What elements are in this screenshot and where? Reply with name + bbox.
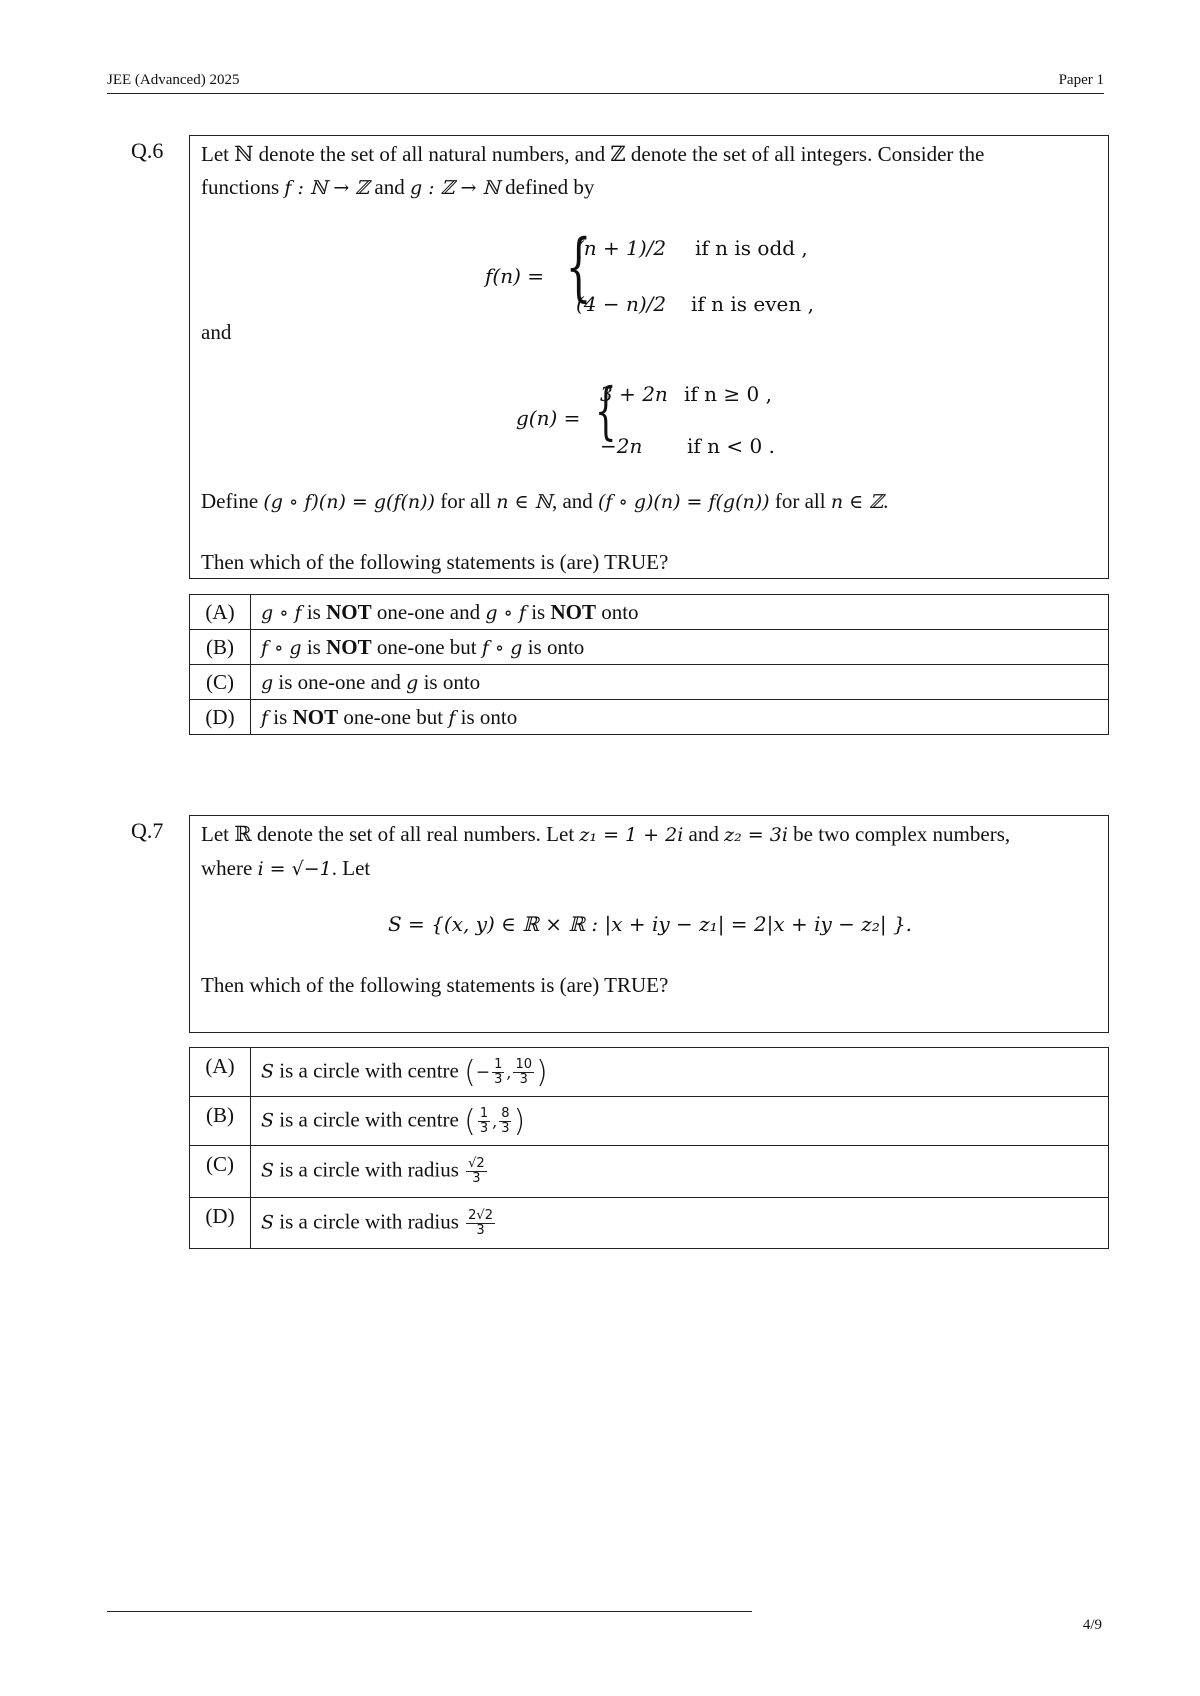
f-case2-expr: (4 − n)/2: [576, 292, 667, 316]
set-s-equation: S = {(x, y) ∈ ℝ × ℝ : |x + iy − z₁| = 2|x + iy − z₂| }.: [388, 912, 913, 936]
option-label: (D): [190, 700, 251, 735]
q7-option-c[interactable]: [190, 1146, 1109, 1198]
fraction: $\frac{10}{3}$: [515, 1056, 532, 1087]
composition-definition: Define (g ∘ f)(n) = g(f(n)) for all n ∈ ℕ, and (f ∘ g)(n) = f(g(n)) for all n ∈ ℤ.: [201, 489, 889, 513]
fraction: $\frac{8}{3}$: [501, 1105, 510, 1136]
f-case1-cond: if n is odd ,: [695, 236, 808, 260]
fraction: $\frac{1}{3}$: [479, 1105, 489, 1136]
q6-option-c[interactable]: [190, 665, 1109, 700]
question-number-6: Q.6: [131, 138, 164, 163]
q7-option-d[interactable]: [190, 1198, 1109, 1249]
f-case2-cond: if n is even ,: [691, 292, 814, 316]
q7-line2: where i = √−1. Let: [201, 856, 371, 880]
g-signature: g : ℤ → ℕ: [409, 177, 500, 199]
fraction: $\frac{√2}{3}$: [468, 1156, 485, 1186]
option-text: f is NOT one-one but f is onto: [251, 700, 1109, 735]
page-number: 4/9: [1082, 1617, 1102, 1633]
z1-def: z₁ = 1 + 2i: [579, 824, 684, 846]
q6-line1: Let ℕ denote the set of all natural numbers, and ℤ denote the set of all integers. Consider the: [201, 142, 985, 166]
question-6-box: [189, 135, 1109, 579]
option-label: (C): [190, 1146, 251, 1198]
option-label: (B): [190, 1097, 251, 1146]
f-case1-expr: (n + 1)/2: [576, 236, 667, 260]
q6-line2: functions f : ℕ → ℤ and g : ℤ → ℕ defined by: [201, 175, 595, 199]
left-brace: {: [594, 374, 617, 447]
option-text: S is a circle with centre ( $\frac{1}{3}$ , $\frac{8}{3}$ ): [251, 1097, 1109, 1146]
option-text: g is one-one and g is onto: [251, 665, 1109, 700]
option-text: S is a circle with radius $\frac{√2}{3}$: [251, 1146, 1109, 1198]
i-def: i = √−1: [257, 858, 332, 880]
g-lhs: g(n) =: [516, 406, 581, 430]
f-signature: f : ℕ → ℤ: [284, 177, 370, 199]
option-label: (A): [190, 1048, 251, 1097]
option-text: g ∘ f is NOT one-one and g ∘ f is NOT onto: [251, 595, 1109, 630]
footer-rule: [107, 1611, 752, 1612]
fraction: $\frac{2√2}{3}$: [468, 1207, 493, 1238]
question-7-box: [189, 815, 1109, 1033]
question-number-7: Q.7: [131, 818, 164, 843]
q7-options: [189, 1047, 1109, 1249]
g-case2-expr: −2n: [600, 434, 643, 458]
option-label: (A): [190, 595, 251, 630]
g-case2-cond: if n < 0 .: [687, 434, 775, 458]
q6-option-a[interactable]: [190, 595, 1109, 630]
q7-prompt: Then which of the following statements is (are) TRUE?: [201, 973, 669, 997]
g-case1-expr: 3 + 2n: [600, 382, 668, 406]
left-brace: {: [565, 224, 592, 310]
z2-def: z₂ = 3i: [724, 824, 788, 846]
f-lhs: f(n) =: [485, 264, 545, 288]
option-text: f ∘ g is NOT one-one but f ∘ g is onto: [251, 630, 1109, 665]
exam-title: JEE (Advanced) 2025: [107, 72, 240, 88]
option-label: (B): [190, 630, 251, 665]
option-label: (D): [190, 1198, 251, 1249]
g-case1-cond: if n ≥ 0 ,: [684, 382, 772, 406]
option-text: S is a circle with radius $\frac{2√2}{3}$: [251, 1198, 1109, 1249]
q6-option-b[interactable]: [190, 630, 1109, 665]
paper-label: Paper 1: [1058, 72, 1104, 88]
q6-options: [189, 594, 1109, 735]
q7-option-b[interactable]: [190, 1097, 1109, 1146]
q7-line1: Let ℝ denote the set of all real numbers. Let z₁ = 1 + 2i and z₂ = 3i be two complex numbers,: [201, 822, 1011, 846]
header-rule: [107, 93, 1104, 94]
and-text: and: [201, 320, 232, 344]
q6-prompt: Then which of the following statements is (are) TRUE?: [201, 550, 669, 574]
fraction: $\frac{1}{3}$: [494, 1056, 503, 1087]
option-text: S is a circle with centre (− $\frac{1}{3}$ , $\frac{10}{3}$ ): [251, 1048, 1109, 1097]
q6-option-d[interactable]: [190, 700, 1109, 735]
option-label: (C): [190, 665, 251, 700]
q7-option-a[interactable]: [190, 1048, 1109, 1097]
